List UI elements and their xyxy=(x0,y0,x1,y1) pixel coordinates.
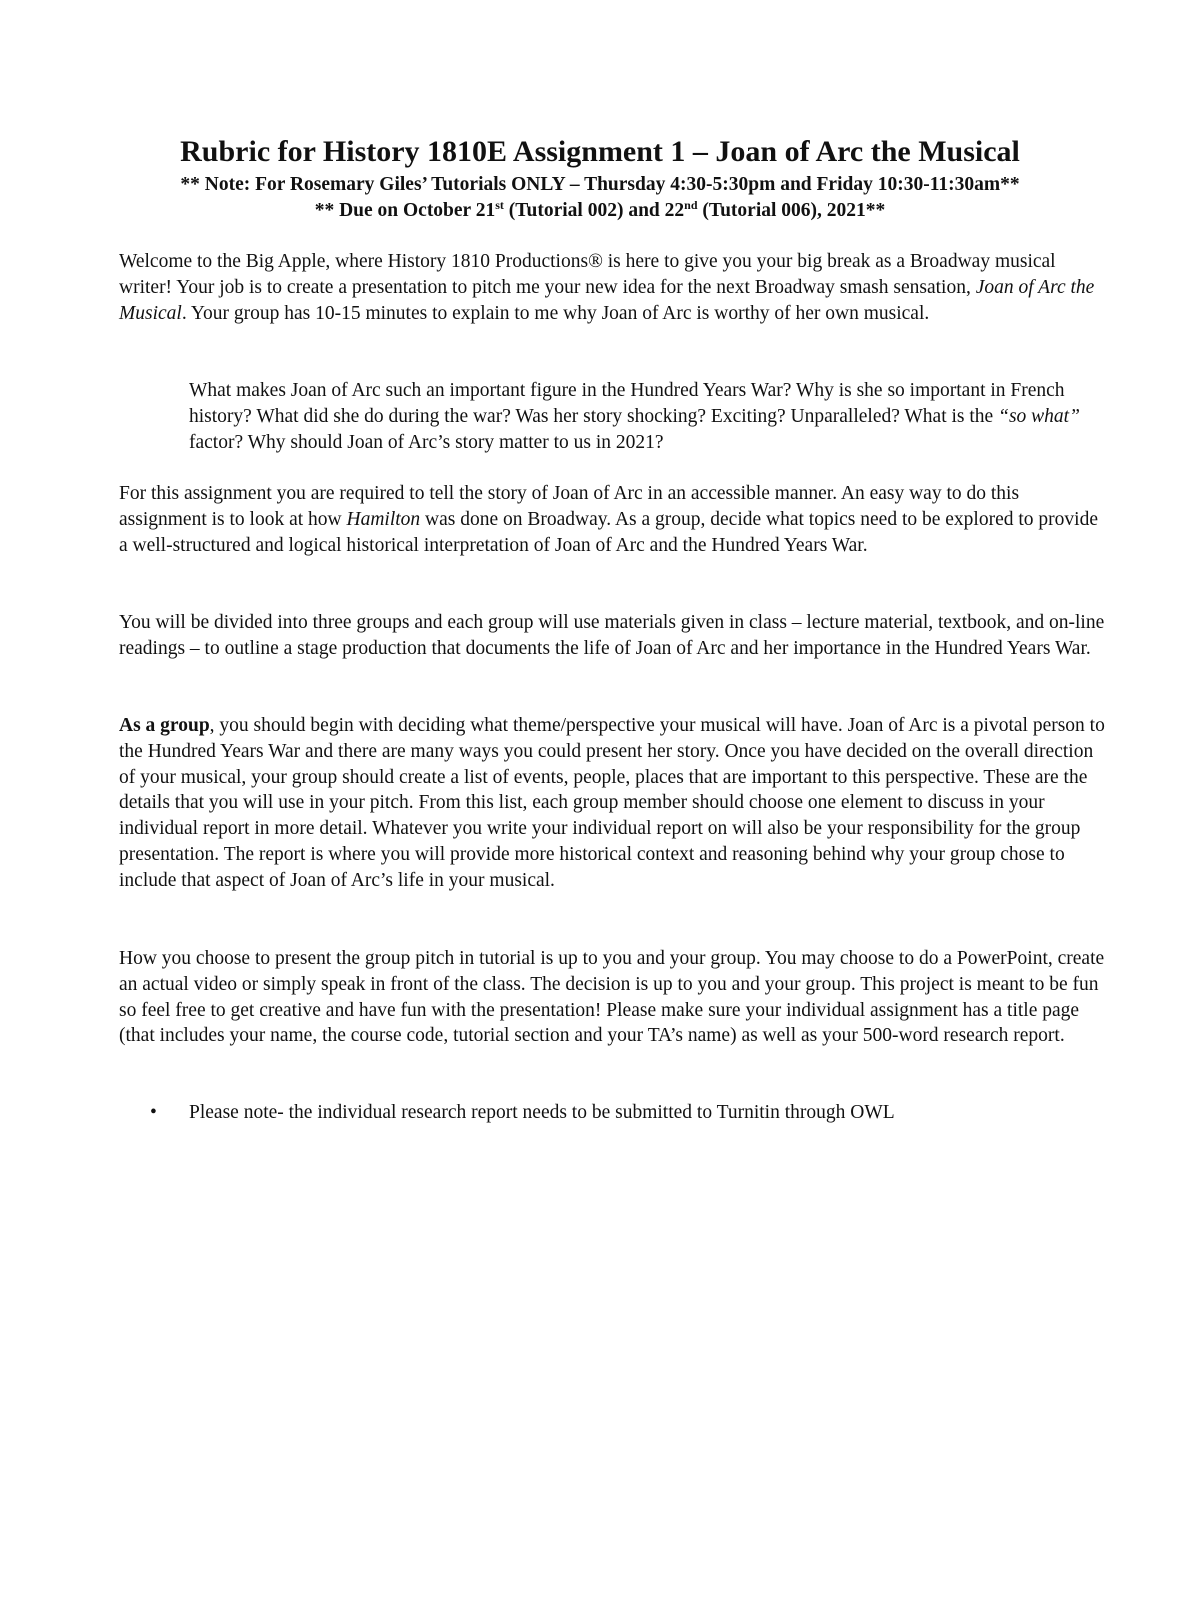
bullet-icon: • xyxy=(150,1102,157,1123)
questions-text-b: factor? Why should Joan of Arc’s story matter to us in 2021? xyxy=(189,431,664,453)
questions-text-a: What makes Joan of Arc such an important figure in the Hundred Years War? Why is she so important in French history? What did she do during the war? Was her story shocking? Exciting? Unparalleled? What is the xyxy=(189,380,1065,427)
so-what-italic: “so what” xyxy=(998,405,1080,427)
guiding-questions-paragraph xyxy=(189,378,1119,455)
assignment-text-b: was done on Broadway. As a group, decide what topics need to be explored to provide a well-structured and logical historical interpretation of Joan of Arc and the Hundred Years War. xyxy=(119,508,1098,556)
document-title: Rubric for History 1810E Assignment 1 – Joan of Arc the Musical xyxy=(180,135,1020,168)
turnitin-note: Please note- the individual research report needs to be submitted to Turnitin through OWL xyxy=(189,1102,895,1123)
due-superscript-st: st xyxy=(495,198,504,212)
intro-text-b: . Your group has 10-15 minutes to explain to me why Joan of Arc is worthy of her own musical. xyxy=(181,302,930,324)
due-middle: (Tutorial 002) and 22 xyxy=(503,200,685,221)
hamilton-italic: Hamilton xyxy=(346,508,421,530)
tutorial-note: ** Note: For Rosemary Giles’ Tutorials ONLY – Thursday 4:30-5:30pm and Friday 10:30-11:30am** xyxy=(180,174,1020,195)
groups-paragraph: You will be divided into three groups and each group will use materials given in class – lecture material, textbook, and on-line readings – to outline a stage production that documents the life of Joan of Arc and her importance in the Hundred Years War. xyxy=(119,612,1105,659)
intro-paragraph xyxy=(119,249,1109,326)
assignment-text-a: For this assignment you are required to tell the story of Joan of Arc in an accessible manner. An easy way to do this assignment is to look at how xyxy=(119,483,1020,530)
due-date-line xyxy=(0,199,1200,223)
presentation-paragraph: How you choose to present the group pitch in tutorial is up to you and your group. You may choose to do a PowerPoint, create an actual video or simply speak in front of the class. The decision is up to you and your group. This project is meant to be fun so feel free to get creative and have fun with the presentation! Please make sure your individual assignment has a title page (that includes your name, the course code, tutorial section and your TA’s name) as well as your 500-word research report. xyxy=(119,948,1105,1047)
group-task-paragraph xyxy=(119,713,1109,894)
intro-text-a: Welcome to the Big Apple, where History 1810 Productions® is here to give you your big break as a Broadway musical writer! Your job is to create a presentation to pitch me your new idea for the next Broadway smash sensation, xyxy=(119,251,1056,298)
due-superscript-nd: nd xyxy=(684,198,698,212)
due-prefix: ** Due on October 21 xyxy=(314,200,496,221)
musical-title-italic: Joan of Arc the Musical xyxy=(119,276,1095,324)
due-suffix: (Tutorial 006), 2021** xyxy=(697,200,886,221)
as-a-group-bold: As a group xyxy=(119,715,210,736)
notes-list xyxy=(150,1100,1110,1126)
assignment-paragraph xyxy=(119,481,1109,558)
list-item xyxy=(150,1100,1110,1126)
group-task-text: , you should begin with deciding what theme/perspective your musical will have. Joan of Arc is a pivotal person to the Hundred Years War and there are many ways you could present her story. Once you have decided on the overall direction of your musical, your group should create a list of events, people, places that are important to this perspective. These are the details that you will use in your pitch. From this list, each group member should choose one element to discuss in your individual report in more detail. Whatever you write your individual report on will also be your responsibility for the group presentation. The report is where you will provide more historical context and reasoning behind why your group chose to include that aspect of Joan of Arc’s life in your musical. xyxy=(119,715,1105,891)
